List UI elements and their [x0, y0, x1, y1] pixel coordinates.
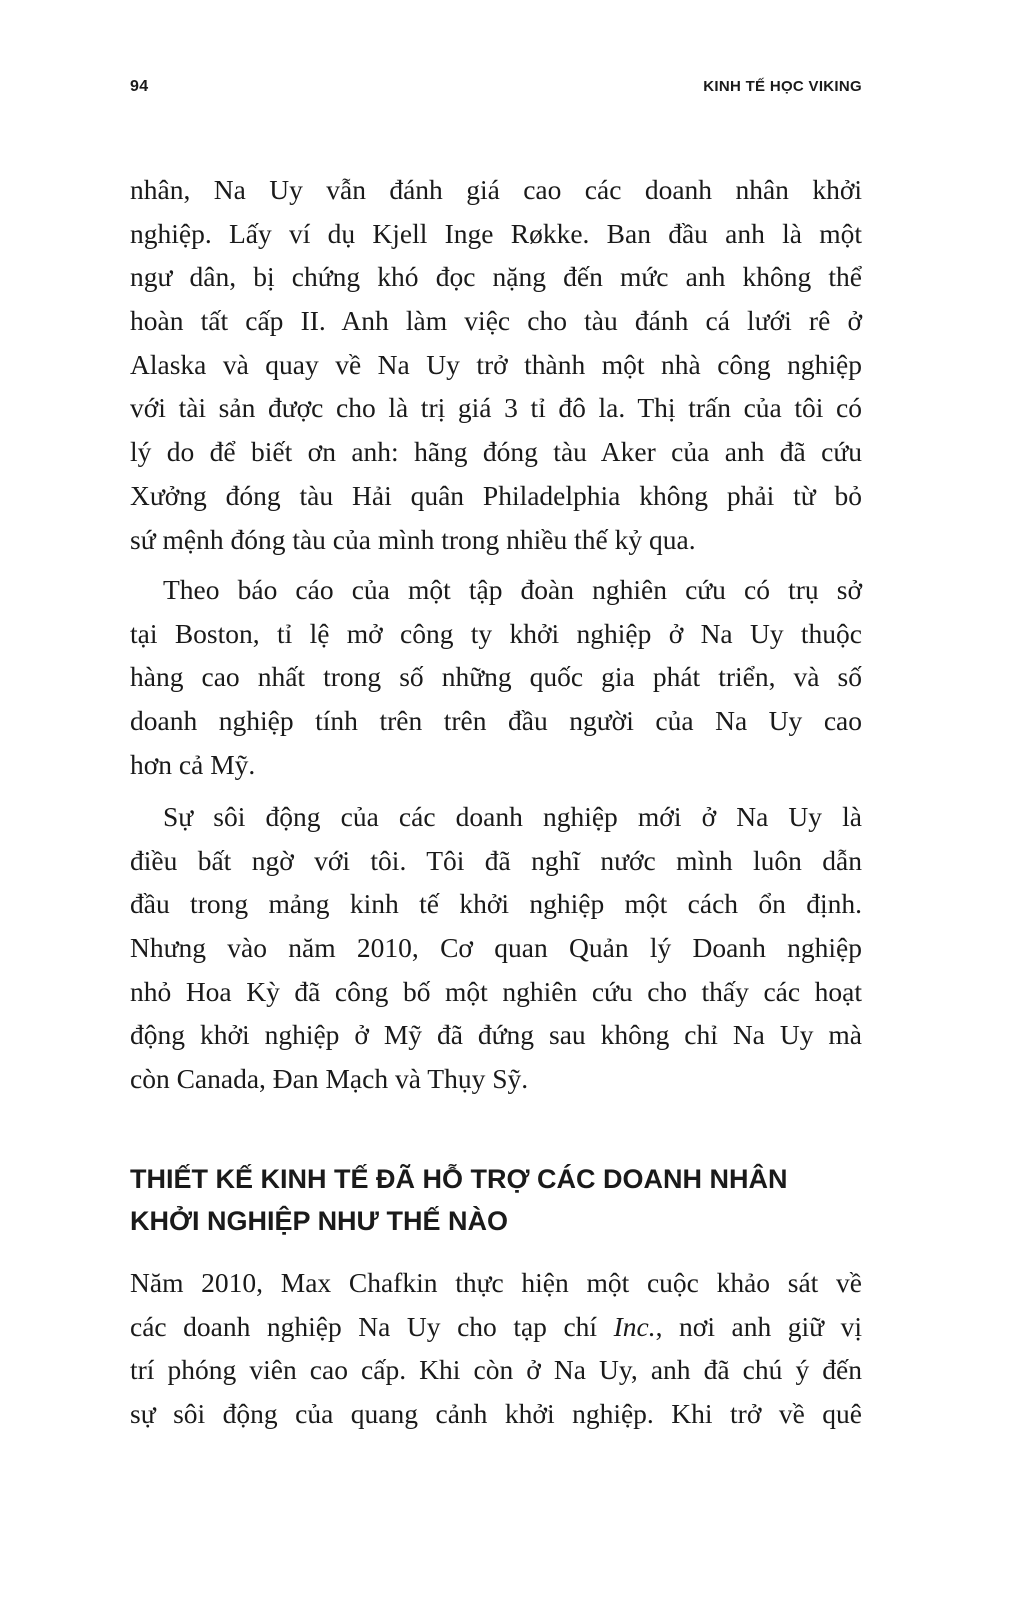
text-line: Sự sôi động của các doanh nghiệp mới ở Na Uy là: [163, 801, 862, 832]
text-line: nghiệp. Lấy ví dụ Kjell Inge Røkke. Ban đầu anh là một: [130, 217, 862, 249]
text-line: với tài sản được cho là trị giá 3 tỉ đô la. Thị trấn của tôi có: [130, 392, 862, 424]
text-segment: , nơi anh giữ vị: [655, 1310, 862, 1342]
text-line: Năm 2010, Max Chafkin thực hiện một cuộc khảo sát về: [130, 1267, 862, 1298]
text-line: lý do để biết ơn anh: hãng đóng tàu Aker của anh đã cứu: [130, 436, 862, 468]
running-title: KINH TẾ HỌC VIKING: [703, 78, 862, 95]
text-line: sứ mệnh đóng tàu của mình trong nhiều thế kỷ qua.: [130, 523, 696, 555]
text-line: nhỏ Hoa Kỳ đã công bố một nghiên cứu cho thấy các hoạt: [130, 975, 862, 1007]
paragraph-2: [130, 568, 862, 786]
section-paragraph: [130, 1261, 862, 1436]
text-line: doanh nghiệp tính trên trên đầu người của Na Uy cao: [130, 705, 862, 737]
paragraph-3: [130, 795, 862, 1101]
section-heading-line: KHỞI NGHIỆP NHƯ THẾ NÀO: [130, 1206, 508, 1236]
paragraph-1: [130, 168, 862, 561]
text-line: Xưởng đóng tàu Hải quân Philadelphia không phải từ bỏ: [130, 479, 862, 511]
text-line: động khởi nghiệp ở Mỹ đã đứng sau không chỉ Na Uy mà: [130, 1019, 862, 1051]
section-heading: [130, 1158, 890, 1242]
text-line: còn Canada, Đan Mạch và Thụy Sỹ.: [130, 1063, 529, 1095]
text-line: [130, 1305, 862, 1349]
text-line: nhân, Na Uy vẫn đánh giá cao các doanh nhân khởi: [130, 174, 862, 205]
text-line: Nhưng vào năm 2010, Cơ quan Quản lý Doanh nghiệp: [130, 932, 862, 964]
magazine-title: Inc.: [613, 1310, 656, 1342]
text-line: trí phóng viên cao cấp. Khi còn ở Na Uy, anh đã chú ý đến: [130, 1354, 862, 1386]
text-line: sự sôi động của quang cảnh khởi nghiệp. Khi trở về quê: [130, 1398, 862, 1430]
text-line: điều bất ngờ với tôi. Tôi đã nghĩ nước mình luôn dẫn: [130, 844, 862, 876]
text-line: tại Boston, tỉ lệ mở công ty khởi nghiệp ở Na Uy thuộc: [130, 617, 862, 649]
text-line: hoàn tất cấp II. Anh làm việc cho tàu đánh cá lưới rê ở: [130, 305, 862, 337]
text-line: hơn cả Mỹ.: [130, 748, 256, 780]
text-line: đầu trong mảng kinh tế khởi nghiệp một cách ổn định.: [130, 888, 862, 920]
text-line: Theo báo cáo của một tập đoàn nghiên cứu có trụ sở: [163, 574, 862, 605]
text-line: ngư dân, bị chứng khó đọc nặng đến mức anh không thể: [130, 261, 862, 293]
section-heading-line: THIẾT KẾ KINH TẾ ĐÃ HỖ TRỢ CÁC DOANH NHÂN: [130, 1164, 788, 1194]
page-number: 94: [130, 78, 149, 95]
text-line: hàng cao nhất trong số những quốc gia phát triển, và số: [130, 661, 862, 693]
text-line: Alaska và quay về Na Uy trở thành một nhà công nghiệp: [130, 348, 862, 380]
text-segment: các doanh nghiệp Na Uy cho tạp chí: [130, 1310, 614, 1342]
